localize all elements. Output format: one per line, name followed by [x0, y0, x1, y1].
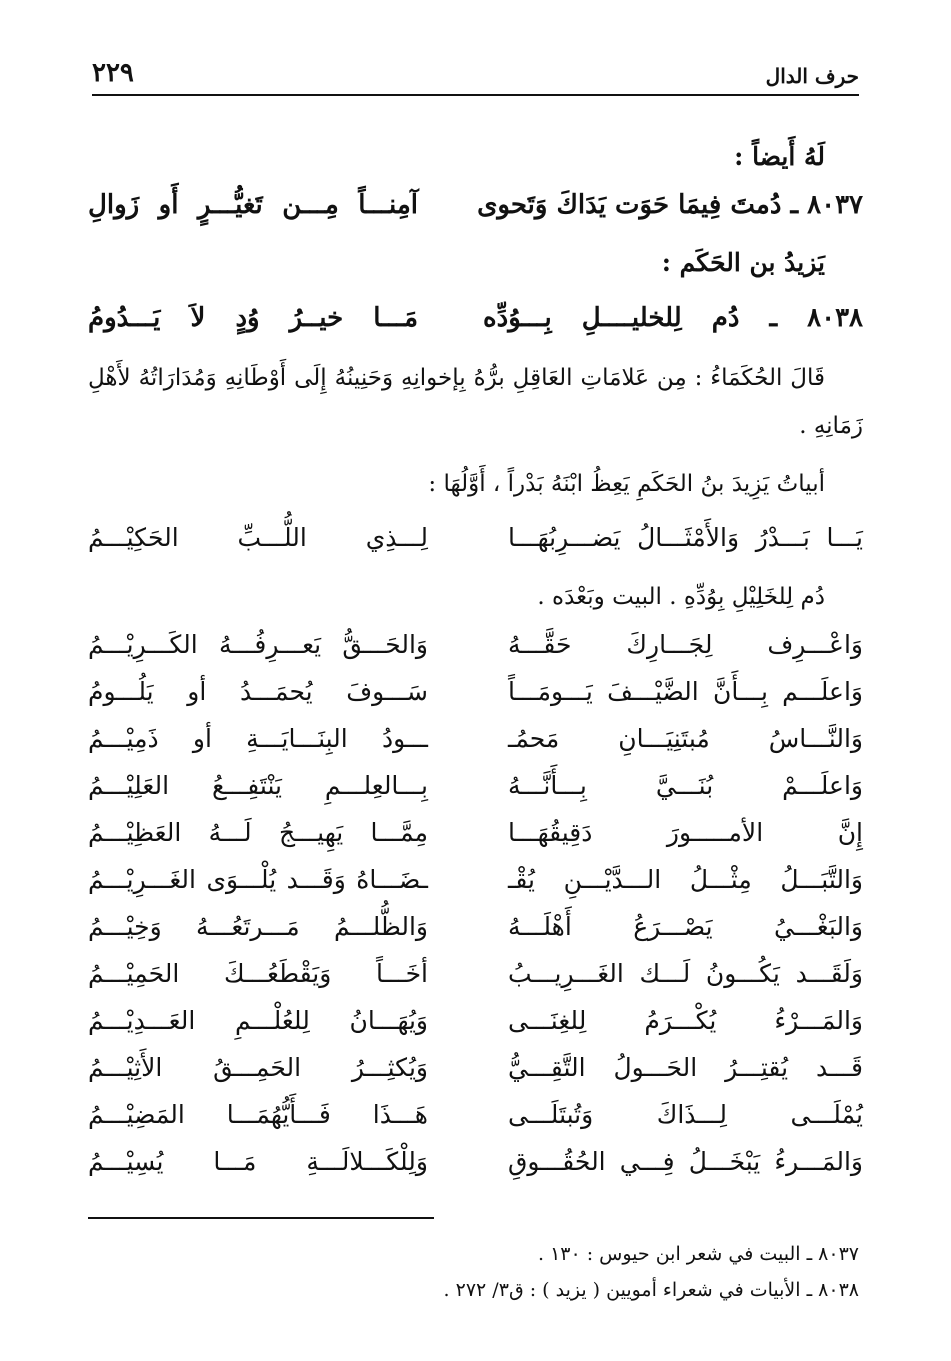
verse-8038-left: مَـــا خيــرُ وُدٍ لاَ يَـــدُومُ — [88, 303, 418, 333]
verse-8038 — [88, 303, 863, 349]
verse-right: وَاعْـــرِف لِجَـــارِكَ حَقَّـــهُ — [508, 630, 863, 659]
verse-line — [88, 818, 863, 864]
verse-right: إِنَّ الأمـــــورَ دَقِيقُهَـــا — [508, 818, 863, 847]
verse-8037-right: ٨٠٣٧ ـ دُمتَ فِيمَا حَوَت يَدَاكَ وَتَحوى — [477, 190, 863, 220]
verse-left: وَلِلْكَـــلالَـــةِ مَـــا يُسِيْـــمُ — [88, 1147, 428, 1176]
verse-line — [88, 912, 863, 958]
verse-right: وَالنَّـــاسُ مُبتَنِيَـــانِ مَحمُـ — [508, 724, 863, 753]
verse-left: وَيُكثِـــرُ الحَمِـــقُ الأَثِيْـــمُ — [88, 1053, 428, 1082]
verse-left: مِمَّـــا يَهِيـــجُ لَـــهُ العَظِيْـــمُ — [88, 818, 428, 847]
footnote-8038: ٨٠٣٨ ـ الأبيات في شعراء أمويين ( يزيد ) : ق٣/ ٢٧٢ . — [443, 1279, 859, 1301]
verse-right: وَالمَـــرءُ يَبْخَـــلُ فِـــي الحُقُـــوقِ — [508, 1147, 863, 1176]
page-header — [92, 52, 859, 96]
verse-left: وَالحَـــقُّ يَعـــرِفُـــهُ الكَـــرِيْـــمُ — [88, 630, 428, 659]
verse-intro-left: لِـــذِي اللُّـــبِّ الحَكِيْـــمُ — [88, 523, 428, 552]
prose-dum: دُم لِلخَلِيْلِ بِوُدِّهِ . البيت وبَعْدَه . — [537, 584, 825, 610]
verse-right: وَالمَـــرْءُ يُكْـــرَمُ لِلغِنَـــى — [508, 1006, 863, 1035]
verse-right: يُمْلَـــى لِـــذَاكَ وَتُبتَلَـــى — [508, 1100, 863, 1129]
verse-left: ـضَـــاهُ وَقَـــد يُلْـــوَى الغَـــرِيْـــمُ — [88, 865, 428, 894]
verse-right: قَـــد يُقتِـــرُ الحَـــولُ التَّقِـــيُّ — [508, 1053, 863, 1082]
verse-line — [88, 677, 863, 723]
footnote-8037: ٨٠٣٧ ـ البيت في شعر ابن حيوس : ١٣٠ . — [537, 1243, 859, 1265]
verse-intro — [88, 523, 863, 569]
verse-left: وَيُهَـــانُ لِلعُلْـــمِ العَـــدِيْـــمُ — [88, 1006, 428, 1035]
chapter-title: حرف الدال — [765, 64, 859, 88]
verse-line — [88, 630, 863, 676]
verse-8037-left: آمِنـــاً مِـــن تَغيُّـــرٍ أَو زَوالِ — [88, 190, 418, 220]
verse-line — [88, 1147, 863, 1193]
verse-left: بِـــالعِلـــمِ يَنْتَفِـــعُ العَلِيْـــمُ — [88, 771, 428, 800]
verse-line — [88, 865, 863, 911]
verse-line — [88, 959, 863, 1005]
verse-left: هَـــذَا فَـــأَيُّهُمَـــا المَضِيْـــمُ — [88, 1100, 428, 1129]
verse-right: وَاعلَـــمْ بُنَـــيَّ بِـــأَنَّـــهُ — [508, 771, 863, 800]
verse-left: وَالظُّلـــمُ مَـــرتَعُـــهُ وَخِيْـــمُ — [88, 912, 428, 941]
verse-line — [88, 1006, 863, 1052]
heading-yazid: يَزيدُ بن الحَكَم : — [661, 248, 825, 277]
footnote-rule — [88, 1217, 434, 1219]
verse-right: وَلَقَـــد يَكُـــونُ لَـــك الغَـــرِيـــبُ — [508, 959, 863, 988]
verse-8037 — [88, 190, 863, 236]
verse-right: وَاعلَـــم بِـــأَنَّ الضَّيْـــفَ يَـــومَـــاً — [508, 677, 863, 706]
verse-left: سَـــوفَ يُحمَـــدُ أو يَلُـــومُ — [88, 677, 428, 706]
verse-intro-right: يَـــا بَـــدْرُ وَالأَمْثَـــالُ يَضـــرِبُهَـــا — [508, 523, 863, 552]
verse-line — [88, 771, 863, 817]
footnotes — [92, 1236, 859, 1308]
verse-line — [88, 1053, 863, 1099]
verse-left: أخَـــاً وَيَقْطَعُـــكَ الحَمِيْـــمُ — [88, 959, 428, 988]
verse-8038-right: ٨٠٣٨ ـ دُم لِلخليــــلِ بِـــوُدِّه — [483, 303, 863, 333]
verse-right: وَالبَغْـــيُ يَصْـــرَعُ أَهْلَـــهُ — [508, 912, 863, 941]
prose-abyat-intro: أبياتُ يَزِيدَ بنُ الحَكَمِ يَعِظُ ابْنَهُ بَدْراً ، أَوَّلُهَا : — [428, 471, 825, 497]
verse-line — [88, 724, 863, 770]
prose-hukama: قَالَ الحُكَمَاءُ : مِن عَلامَاتِ العَاقِلِ برُّهُ بِإخوانِهِ وَحَنِينُهُ إِلَى أَوْطَانِهِ وَمُدَارَاتُهُ لأَهْلِ زَمَانِهِ . — [88, 365, 863, 439]
header-rule — [92, 94, 859, 96]
verse-line — [88, 1100, 863, 1146]
verse-right: وَالتَّبَـــلُ مِثْـــلُ الـــدَّيْـــنِ يُقْـ — [508, 865, 863, 894]
page-number: ٢٢٩ — [92, 58, 134, 88]
verse-left: ـــودُ البِنَـــايَـــةِ أو ذَمِيْـــمُ — [88, 724, 428, 753]
heading-lahu-aydan: لَهُ أَيضاً : — [734, 142, 825, 171]
